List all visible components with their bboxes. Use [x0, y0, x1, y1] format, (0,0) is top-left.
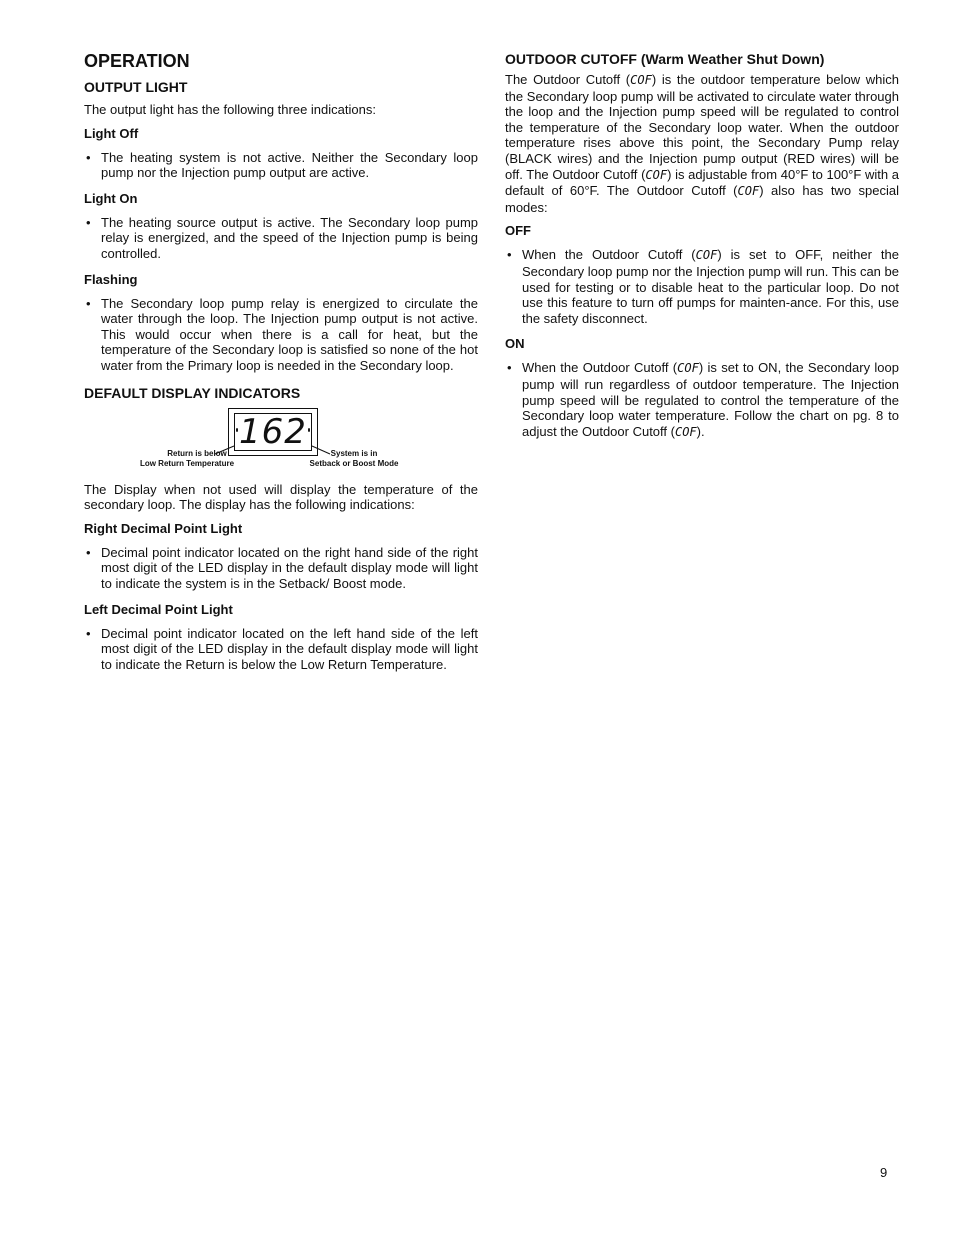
light-on-heading: Light On	[84, 190, 138, 206]
off-part-a: When the Outdoor Cutoff (	[522, 247, 696, 263]
right-dp-callout-line2: Setback or Boost Mode	[309, 458, 399, 468]
on-list	[505, 360, 899, 440]
right-dp-callout-line1: System is in	[330, 448, 378, 458]
led-display-figure	[84, 408, 478, 474]
section-title: OPERATION	[84, 51, 190, 71]
light-off-heading: Light Off	[84, 125, 139, 141]
light-on-list	[84, 215, 478, 262]
flashing-list	[84, 296, 478, 374]
right-dp-list	[84, 545, 478, 592]
cof-code: COF	[677, 361, 699, 376]
cof-code: COF	[674, 424, 697, 439]
default-display-heading: DEFAULT DISPLAY INDICATORS	[84, 384, 301, 401]
off-part-b: ) is set to OFF, neither the Secondary loop pump nor the Injection pump will run. This can be used for testing or to disable heat to the particular loop. Do not use this feature to turn off pumps for mainten-ance. For this, use the safety disconnect.	[522, 247, 899, 326]
right-decimal-point	[308, 428, 310, 432]
page-number: 9	[880, 1165, 888, 1180]
left-dp-callout-line2: Low Return Temperature	[139, 458, 235, 468]
default-display-intro: The Display when not used will display the temperature of the secondary loop. The display has the following indications:	[84, 481, 478, 513]
flashing-heading: Flashing	[84, 271, 138, 287]
off-heading: OFF	[505, 223, 531, 239]
light-on-item: • The heating source output is active. The Secondary loop pump relay is energized, and the speed of the Injection pump is being controlled.	[84, 215, 478, 262]
intro-part-b: ) is the outdoor temperature below which the Secondary loop pump will be activated to circulate water through the loop and the Injection pump speed will be regulated to control the temperature of the Secondary loop water. When the outdoor temperature rises above this point, the Secondary Pump relay (BLACK wires) and the Injection pump output (RED wires) will be off. The Outdoor Cutoff (	[505, 72, 899, 182]
led-display-screen	[234, 413, 312, 451]
right-dp-item: • Decimal point indicator located on the right hand side of the right most digit of the LED display in the default display mode will light to indicate the system is in the Setback/ Boost mode.	[84, 545, 478, 592]
cof-code: COF	[645, 167, 668, 182]
right-dp-heading: Right Decimal Point Light	[84, 520, 243, 536]
intro-part-d: ) also has two special modes:	[505, 183, 900, 215]
on-part-b: ) is set to ON, the Secondary loop pump will run regardless of outdoor temperature. The Injection pump speed will be regulated to control the temperature of the Secondary loop water temperature. Follow the chart on pg. 8 to adjust the Outdoor Cutoff (	[522, 360, 899, 439]
on-item	[505, 360, 899, 440]
right-dp-callout	[304, 449, 404, 469]
light-off-item: • The heating system is not active. Neither the Secondary loop pump nor the Injection pump output are active.	[84, 150, 478, 181]
left-dp-callout	[132, 449, 242, 469]
left-dp-heading: Left Decimal Point Light	[84, 601, 233, 617]
intro-part-a: The Outdoor Cutoff (	[505, 72, 631, 87]
output-light-intro: The output light has the following three indications:	[84, 102, 376, 117]
right-column	[505, 50, 899, 450]
left-dp-callout-line1: Return is below	[167, 448, 227, 458]
led-digits: 162	[239, 411, 307, 452]
light-off-list	[84, 150, 478, 181]
off-item	[505, 247, 899, 326]
off-list	[505, 247, 899, 326]
left-dp-list	[84, 626, 478, 673]
left-column	[84, 50, 478, 682]
cof-code: COF	[737, 184, 760, 199]
cof-code: COF	[630, 73, 652, 87]
on-part-a: When the Outdoor Cutoff (	[522, 360, 678, 376]
on-part-c: ).	[696, 423, 705, 439]
left-decimal-point	[236, 428, 238, 432]
left-dp-item: • Decimal point indicator located on the left hand side of the left most digit of the LED display in the default display mode will light to indicate the Return is below the Low Return Temperature.	[84, 626, 478, 673]
outdoor-cutoff-heading: OUTDOOR CUTOFF (Warm Weather Shut Down)	[505, 51, 825, 67]
output-light-heading: OUTPUT LIGHT	[84, 79, 188, 95]
on-heading: ON	[505, 336, 525, 352]
flashing-item: • The Secondary loop pump relay is energized to circulate the water through the loop. The Injection pump output is not active. This would occur when there is a call for heat, but the temperature of the Secondary loop is satisfied so none of the hot water from the Primary loop is needed in the Secondary loop.	[84, 296, 478, 374]
cof-code: COF	[695, 248, 718, 263]
intro-part-c: ) is adjustable from 40°F to 100°F with a default of 60°F. The Outdoor Cutoff (	[505, 166, 899, 199]
outdoor-cutoff-intro	[505, 72, 899, 215]
